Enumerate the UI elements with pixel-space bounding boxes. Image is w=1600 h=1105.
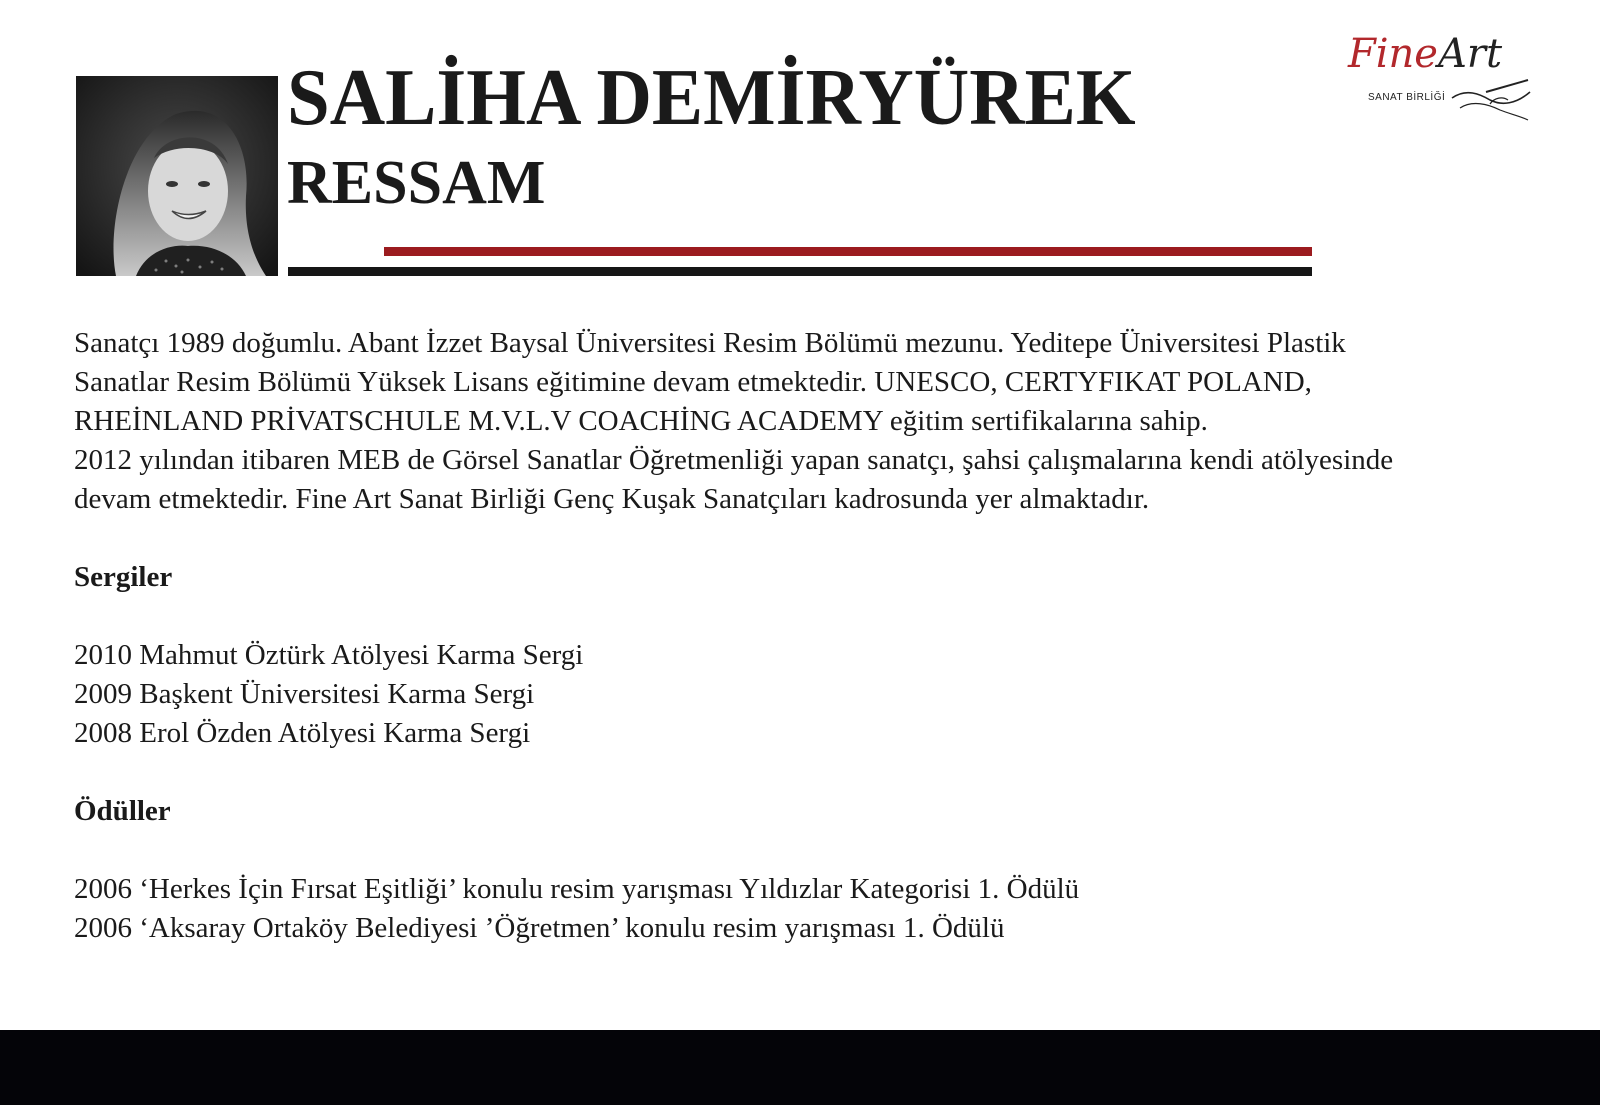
logo-wordmark — [1348, 31, 1503, 77]
logo-subtitle: SANAT BİRLİĞİ — [1368, 92, 1446, 103]
spacer — [74, 519, 1574, 558]
bio-line: 2012 yılından itibaren MEB de Görsel Sanatlar Öğretmenliği yapan sanatçı, şahsi çalışmalarına kendi atölyesinde — [74, 444, 1394, 476]
hand-pen-icon — [1450, 78, 1534, 122]
logo-art-text: Art — [1437, 31, 1503, 77]
spacer — [74, 753, 1574, 792]
exhibition-item: 2010 Mahmut Öztürk Atölyesi Karma Sergi — [74, 639, 584, 671]
spacer — [74, 831, 1574, 870]
artist-portrait — [76, 76, 278, 276]
exhibitions-heading: Sergiler — [74, 561, 173, 593]
bio-line: RHEİNLAND PRİVATSCHULE M.V.L.V COACHİNG ACADEMY eğitim sertifikalarına sahip. — [74, 405, 1208, 437]
red-divider — [384, 247, 1312, 256]
bio-line: devam etmektedir. Fine Art Sanat Birliği Genç Kuşak Sanatçıları kadrosunda yer almaktadır. — [74, 483, 1150, 515]
bio-line: Sanatçı 1989 doğumlu. Abant İzzet Baysal Üniversitesi Resim Bölümü mezunu. Yeditepe Üniversitesi Plastik — [74, 327, 1346, 359]
artist-name: SALİHA DEMİRYÜREK — [287, 54, 1136, 142]
artist-role: RESSAM — [287, 149, 546, 217]
fineart-logo — [1340, 26, 1536, 126]
spacer — [74, 597, 1574, 636]
logo-fine-text: Fine — [1348, 31, 1438, 77]
award-item: 2006 ‘Aksaray Ortaköy Belediyesi ’Öğretmen’ konulu resim yarışması 1. Ödülü — [74, 912, 1005, 944]
bio-line: Sanatlar Resim Bölümü Yüksek Lisans eğitimine devam etmektedir. UNESCO, CERTYFIKAT POLAND, — [74, 366, 1312, 398]
portrait-image — [76, 76, 278, 276]
footer-bar — [0, 1030, 1600, 1105]
exhibition-item: 2009 Başkent Üniversitesi Karma Sergi — [74, 678, 535, 710]
awards-heading: Ödüller — [74, 795, 171, 827]
award-item: 2006 ‘Herkes İçin Fırsat Eşitliği’ konulu resim yarışması Yıldızlar Kategorisi 1. Ödülü — [74, 873, 1080, 905]
black-divider — [288, 267, 1312, 276]
exhibition-item: 2008 Erol Özden Atölyesi Karma Sergi — [74, 717, 531, 749]
biography-content — [74, 324, 1574, 948]
